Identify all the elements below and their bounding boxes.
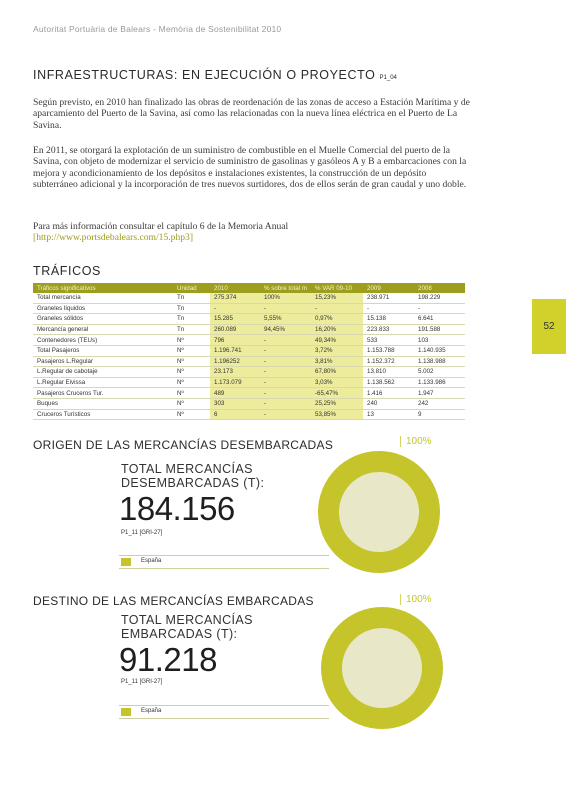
legend-swatch: [121, 558, 131, 566]
paragraph-3-text: Para más información consultar el capítulo 6 de la Memoria Anual: [33, 221, 289, 232]
table-cell: 13: [363, 409, 414, 420]
table-cell: 275.374: [210, 293, 260, 303]
section-title-text: INFRAESTRUCTURAS: EN EJECUCIÓN O PROYECTO: [33, 68, 376, 82]
table-row: [33, 409, 465, 420]
table-cell: Graneles líquidos: [33, 303, 173, 314]
table-cell: 1.138.988: [414, 356, 465, 367]
table-cell: Nº: [173, 335, 210, 346]
table-cell: 1.152.372: [363, 356, 414, 367]
origen-title: ORIGEN DE LAS MERCANCÍAS DESEMBARCADAS: [33, 438, 334, 452]
table-cell: -: [260, 367, 311, 378]
destino-ref: P1_11 [GRI-27]: [121, 679, 163, 685]
table-cell: 1.416: [363, 388, 414, 399]
table-row: [33, 367, 465, 378]
paragraph-2: En 2011, se otorgará la explotación de un suministro de combustible en el Muelle Comercial del puerto de la Savina, con objeto de modernizar el servicio de suministro de gasolinas y gasóleos A y B a embarcaciones con la mejora y acondicionamiento de los depósitos e instalaciones existentes, la construcción de un depósito subterráneo adicional y la incorporación de tres nuevos surtidores, dos de ellos serán de gran caudal y uno doble.: [33, 145, 467, 191]
table-cell: 1.173.079: [210, 377, 260, 388]
table-cell: 100%: [260, 293, 311, 303]
section-title-infraestructuras: [33, 68, 397, 82]
table-cell: 6: [210, 409, 260, 420]
table-cell: Contenedores (TEUs): [33, 335, 173, 346]
origen-ref: P1_11 [GRI-27]: [121, 530, 163, 536]
table-cell: 240: [363, 398, 414, 409]
legend-label: España: [141, 708, 162, 714]
table-cell: -: [260, 398, 311, 409]
table-cell: 94,45%: [260, 324, 311, 335]
origen-donut-chart: [317, 450, 441, 574]
table-cell: Tn: [173, 303, 210, 314]
destino-donut-hole: [342, 628, 422, 708]
table-cell: Tn: [173, 314, 210, 325]
column-header: Tráficos significativos: [33, 283, 173, 293]
table-cell: 53,85%: [311, 409, 363, 420]
table-cell: L.Regular Eivissa: [33, 377, 173, 388]
table-cell: 796: [210, 335, 260, 346]
column-header: Unidad: [173, 283, 210, 293]
column-header: % sobre total m: [260, 283, 311, 293]
table-cell: 13.810: [363, 367, 414, 378]
table-cell: 15,23%: [311, 293, 363, 303]
column-header: 2009: [363, 283, 414, 293]
table-cell: 15.138: [363, 314, 414, 325]
page-number-tab: [532, 299, 566, 354]
memoria-link[interactable]: [http://www.portsdebalears.com/15.php3]: [33, 232, 194, 244]
destino-title: DESTINO DE LAS MERCANCÍAS EMBARCADAS: [33, 594, 314, 608]
table-cell: 9: [414, 409, 465, 420]
table-cell: 1.196.741: [210, 345, 260, 356]
table-cell: 103: [414, 335, 465, 346]
table-cell: 303: [210, 398, 260, 409]
destino-donut-chart: [320, 606, 444, 730]
table-cell: 223.833: [363, 324, 414, 335]
table-cell: 533: [363, 335, 414, 346]
table-cell: Nº: [173, 356, 210, 367]
table-header-row: [33, 283, 465, 293]
table-cell: -: [260, 409, 311, 420]
table-cell: 1.140.935: [414, 345, 465, 356]
table-cell: 0,97%: [311, 314, 363, 325]
table-cell: -: [210, 303, 260, 314]
page-number: 52: [543, 321, 555, 332]
table-cell: 3,03%: [311, 377, 363, 388]
table-cell: Total Pasajeros: [33, 345, 173, 356]
table-cell: 5,55%: [260, 314, 311, 325]
table-cell: Tn: [173, 324, 210, 335]
table-cell: 67,80%: [311, 367, 363, 378]
table-cell: -65,47%: [311, 388, 363, 399]
origen-donut-hole: [339, 472, 419, 552]
table-cell: 242: [414, 398, 465, 409]
table-body: [33, 293, 465, 420]
table-cell: Tn: [173, 293, 210, 303]
table-cell: Cruceros Turísticos: [33, 409, 173, 420]
table-row: [33, 388, 465, 399]
table-row: [33, 303, 465, 314]
table-cell: 15.285: [210, 314, 260, 325]
table-row: [33, 345, 465, 356]
table-cell: -: [260, 356, 311, 367]
table-cell: Nº: [173, 398, 210, 409]
table-cell: -: [260, 345, 311, 356]
origen-percent: 100%: [400, 436, 432, 447]
destino-total-value: 91.218: [119, 641, 217, 678]
table-cell: -: [260, 377, 311, 388]
table-cell: Buques: [33, 398, 173, 409]
destino-total-label: TOTAL MERCANCÍAS EMBARCADAS (T):: [121, 613, 253, 641]
table-cell: 16,20%: [311, 324, 363, 335]
table-cell: Total mercancía: [33, 293, 173, 303]
table-cell: 3,81%: [311, 356, 363, 367]
table-row: [33, 377, 465, 388]
table-cell: Nº: [173, 409, 210, 420]
column-header: 2008: [414, 283, 465, 293]
origen-legend: [119, 555, 329, 569]
destino-percent: 100%: [400, 594, 432, 605]
table-row: [33, 356, 465, 367]
table-cell: 1.153.788: [363, 345, 414, 356]
table-cell: 198.229: [414, 293, 465, 303]
table-row: [33, 335, 465, 346]
traficos-table: [33, 283, 465, 420]
column-header: 2010: [210, 283, 260, 293]
table-cell: 3,72%: [311, 345, 363, 356]
table-row: [33, 293, 465, 303]
table-cell: 25,25%: [311, 398, 363, 409]
table-cell: -: [260, 388, 311, 399]
table-cell: 1.947: [414, 388, 465, 399]
paragraph-1: Según previsto, en 2010 han finalizado las obras de reordenación de las zonas de acceso a Estación Marítima y de aparcamiento del Puerto de la Savina, así como las relacionadas con la nueva línea eléctrica en el Puerto de La Savina.: [33, 97, 470, 131]
origen-total-label: TOTAL MERCANCÍAS DESEMBARCADAS (T):: [121, 462, 265, 490]
table-cell: 191.588: [414, 324, 465, 335]
table-cell: 1.133.986: [414, 377, 465, 388]
table-cell: 489: [210, 388, 260, 399]
table-cell: 1.138.562: [363, 377, 414, 388]
table-row: [33, 324, 465, 335]
table-cell: 49,34%: [311, 335, 363, 346]
table-cell: 5.002: [414, 367, 465, 378]
table-cell: Nº: [173, 367, 210, 378]
section-ref: P1_04: [379, 75, 397, 81]
table-cell: 6.641: [414, 314, 465, 325]
table-cell: -: [260, 335, 311, 346]
destino-legend: [119, 705, 329, 719]
table-cell: L.Regular de cabotaje: [33, 367, 173, 378]
table-cell: 23.173: [210, 367, 260, 378]
table-cell: 260.089: [210, 324, 260, 335]
table-cell: -: [311, 303, 363, 314]
table-row: [33, 398, 465, 409]
origen-total-value: 184.156: [119, 490, 235, 527]
column-header: % VAR 09-10: [311, 283, 363, 293]
table-cell: Pasajeros L.Regular: [33, 356, 173, 367]
traficos-title: TRÁFICOS: [33, 264, 101, 278]
table-cell: Graneles sólidos: [33, 314, 173, 325]
table-cell: 1.196252: [210, 356, 260, 367]
table-cell: Nº: [173, 377, 210, 388]
table-cell: 238.971: [363, 293, 414, 303]
table-cell: Nº: [173, 388, 210, 399]
running-header: Autoritat Portuària de Balears - Memòria de Sostenibilitat 2010: [33, 24, 282, 34]
table-cell: Mercancía general: [33, 324, 173, 335]
paragraph-3: [33, 221, 473, 244]
legend-label: España: [141, 558, 162, 564]
table-cell: Nº: [173, 345, 210, 356]
table-cell: -: [414, 303, 465, 314]
legend-swatch: [121, 708, 131, 716]
table-cell: -: [363, 303, 414, 314]
table-cell: -: [260, 303, 311, 314]
table-row: [33, 314, 465, 325]
table-cell: Pasajeros Cruceros Tur.: [33, 388, 173, 399]
